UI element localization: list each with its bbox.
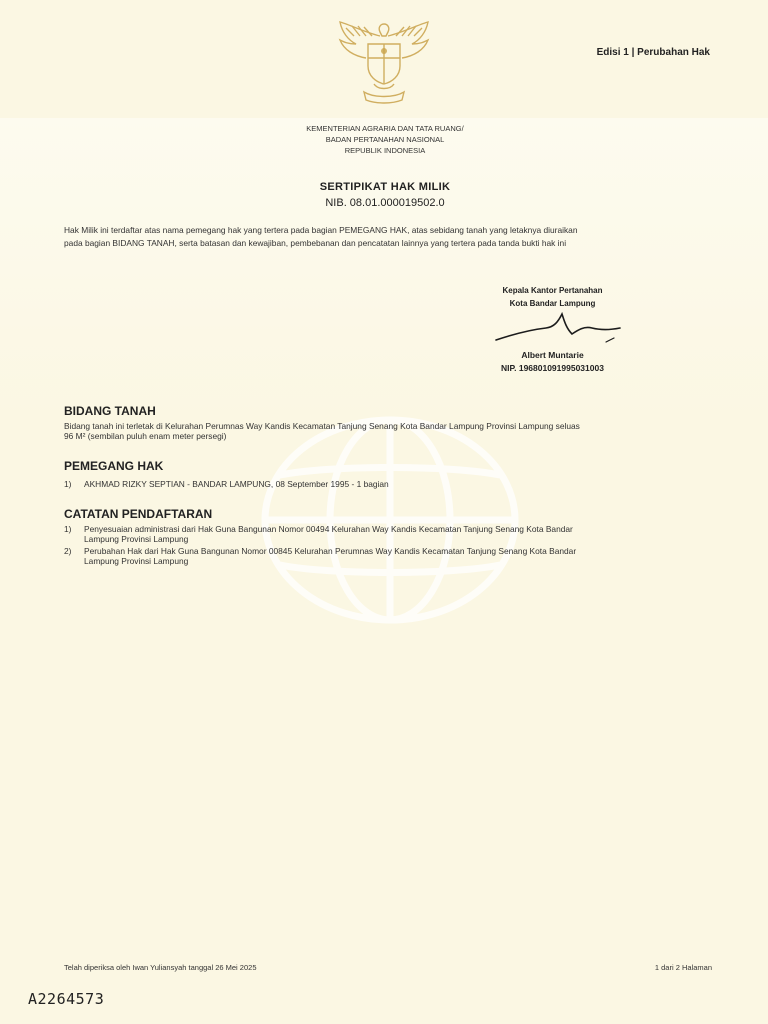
bidang-tanah-heading: BIDANG TANAH [64,404,156,418]
pemegang-hak-list [64,480,714,493]
list-item [64,547,714,566]
record-line: Lampung Provinsi Lampung [84,533,189,544]
catatan-pendaftaran-heading: CATATAN PENDAFTARAN [64,507,213,521]
certificate-intro [64,224,714,250]
intro-line: Hak Milik ini terdaftar atas nama pemegang hak yang tertera pada bagian PEMEGANG HAK, atas sebidang tanah yang letaknya diuraikan [64,225,578,235]
page-indicator: 1 dari 2 Halaman [654,963,712,972]
handwritten-signature [488,300,628,350]
bidang-tanah-line: Bidang tanah ini terletak di Kelurahan Perumnas Way Kandis Kecamatan Tanjung Senang Kota Bandar Lampung Provinsi Lampung seluas [64,421,580,431]
official-name: Albert Muntarie [521,350,584,360]
certificate-nib: NIB. 08.01.000019502.0 [325,197,445,209]
catatan-list [64,525,714,569]
bidang-tanah-description [64,421,714,441]
certificate-title: SERTIPIKAT HAK MILIK [319,181,451,193]
record-line: Penyesuaian administrasi dari Hak Guna Bangunan Nomor 00494 Kelurahan Way Kandis Kecamatan Tanjung Senang Kota Bandar [84,524,573,534]
list-item [64,525,714,544]
item-number: 1) [64,479,72,489]
list-item [64,480,714,490]
intro-line: pada bagian BIDANG TANAH, serta batasan dan kewajiban, pembebanan dan pencatatan lainnya yang tertera pada tanda bukti hak ini [64,238,567,248]
ministry-line: KEMENTERIAN AGRARIA DAN TATA RUANG/ [306,124,464,133]
item-number: 1) [64,524,72,534]
official-nip: NIP. 196801091995031003 [501,363,604,373]
checked-by-note: Telah diperiksa oleh Iwan Yuliansyah tanggal 26 Mei 2025 [64,963,257,972]
ministry-line: BADAN PERTANAHAN NASIONAL [325,135,445,144]
item-number: 2) [64,546,72,556]
garuda-emblem-icon [334,14,434,106]
holder-entry: AKHMAD RIZKY SEPTIAN - BANDAR LAMPUNG, 08 September 1995 - 1 bagian [84,479,389,489]
security-band [0,118,768,418]
pemegang-hak-heading: PEMEGANG HAK [64,459,164,473]
official-office-line: Kota Bandar Lampung [509,299,596,308]
official-title-line: Kepala Kantor Pertanahan [502,286,603,295]
ministry-line: REPUBLIK INDONESIA [344,146,426,155]
edition-label: Edisi 1 | Perubahan Hak [596,47,710,58]
record-line: Lampung Provinsi Lampung [84,555,189,566]
bidang-tanah-line: 96 M² (sembilan puluh enam meter persegi) [64,431,227,441]
record-line: Perubahan Hak dari Hak Guna Bangunan Nomor 00845 Kelurahan Perumnas Way Kandis Kecamatan Tanjung Senang Kota Bandar [84,546,577,556]
ministry-header [270,123,500,156]
serial-number: A2264573 [28,990,105,1008]
